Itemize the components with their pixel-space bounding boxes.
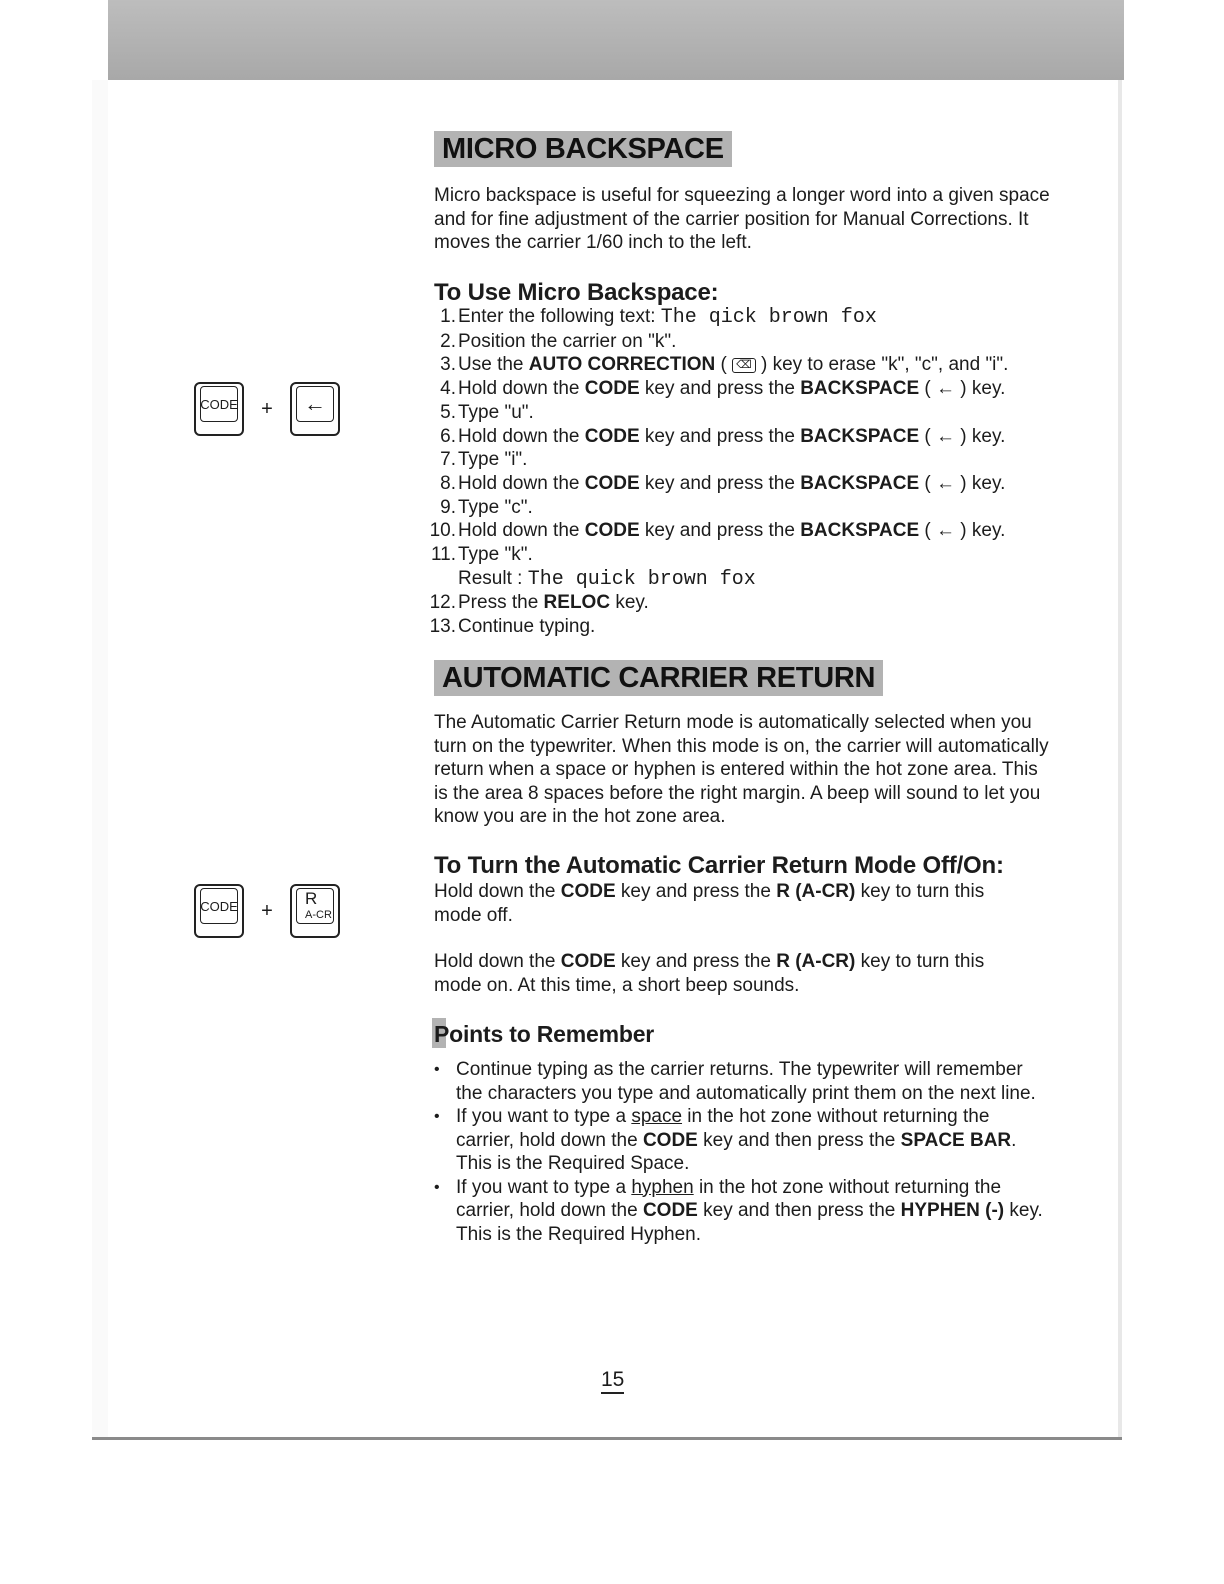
code-key-icon: CODE	[194, 884, 244, 938]
micro-backspace-steps	[420, 305, 1060, 639]
code-r-key-illustration	[194, 884, 340, 938]
step-item: 5. Type "u".	[440, 401, 534, 423]
plus-sign: +	[261, 900, 273, 922]
backspace-key-icon: ←	[290, 382, 340, 436]
step-item: 10. Hold down the CODE key and press the BACKSPACE ( ← ) key.	[429, 520, 1006, 542]
to-use-micro-backspace-subhead: To Use Micro Backspace:	[434, 279, 719, 306]
sample-text: The qick brown fox	[660, 306, 877, 329]
step-item: 6. Hold down the CODE key and press the BACKSPACE ( ← ) key.	[440, 425, 1006, 447]
result-line: Result : The quick brown fox	[458, 567, 756, 591]
automatic-carrier-return-heading: AUTOMATIC CARRIER RETURN	[434, 660, 883, 696]
micro-backspace-heading: MICRO BACKSPACE	[434, 131, 732, 167]
list-item: • If you want to type a space in the hot zone without returning the carrier, hold down the CODE key and then press the SPACE BAR. This is the Required Space.	[434, 1106, 1017, 1174]
r-acr-key-icon: R A-CR	[290, 884, 340, 938]
page-edge-bottom	[92, 1437, 1122, 1440]
page-edge-right	[1118, 80, 1122, 1440]
step-item: 7. Type "i".	[440, 449, 528, 471]
result-text: The quick brown fox	[527, 567, 756, 591]
plus-sign: +	[261, 398, 273, 420]
points-to-remember-heading: Points to Remember	[434, 1021, 655, 1047]
scan-shadow-top	[108, 0, 1124, 80]
step-item: 8. Hold down the CODE key and press the BACKSPACE ( ← ) key.	[440, 472, 1006, 494]
step-item: 3. Use the AUTO CORRECTION ( ⌫ ) key to erase "k", "c", and "i".	[440, 354, 1009, 376]
automatic-carrier-return-intro: The Automatic Carrier Return mode is automatically selected when you turn on the typewriter. When this mode is on, the carrier will automatically return when a space or hyphen is entered within the hot zone area. This is the area 8 spaces before the right margin. A beep will sound to let you know you are in the hot zone area.	[434, 712, 1049, 827]
page-edge-left	[92, 80, 108, 1440]
mode-off-instruction: Hold down the CODE key and press the R (A-CR) key to turn this mode off.	[434, 881, 985, 926]
step-item: 2. Position the carrier on "k".	[440, 330, 677, 352]
turn-mode-off-on-subhead: To Turn the Automatic Carrier Return Mode Off/On:	[434, 852, 1004, 879]
code-key-icon: CODE	[194, 382, 244, 436]
code-backspace-key-illustration	[194, 382, 340, 436]
step-item: 4. Hold down the CODE key and press the BACKSPACE ( ← ) key.	[440, 378, 1006, 400]
micro-backspace-intro: Micro backspace is useful for squeezing a longer word into a given space and for fine adjustment of the carrier position for Manual Corrections. It moves the carrier 1/60 inch to the left.	[434, 185, 1050, 253]
list-item: • If you want to type a hyphen in the hot zone without returning the carrier, hold down the CODE key and then press the HYPHEN (-) key. This is the Required Hyphen.	[434, 1176, 1043, 1245]
step-item: 1. Enter the following text: The qick brown fox	[440, 306, 877, 329]
step-item: 12. Press the RELOC key.	[429, 592, 649, 614]
list-item: • Continue typing as the carrier returns. The typewriter will remember the characters you type and automatically print them on the next line.	[434, 1059, 1036, 1104]
points-list	[434, 1058, 1044, 1246]
mode-on-instruction: Hold down the CODE key and press the R (A-CR) key to turn this mode on. At this time, a short beep sounds.	[434, 951, 985, 996]
step-item: 11. Type "k".	[430, 544, 533, 566]
auto-correction-key-icon: ⌫	[732, 358, 756, 373]
step-item: 9. Type "c".	[440, 496, 533, 518]
step-item: 13. Continue typing.	[429, 616, 596, 638]
page-number: 15	[601, 1368, 624, 1394]
